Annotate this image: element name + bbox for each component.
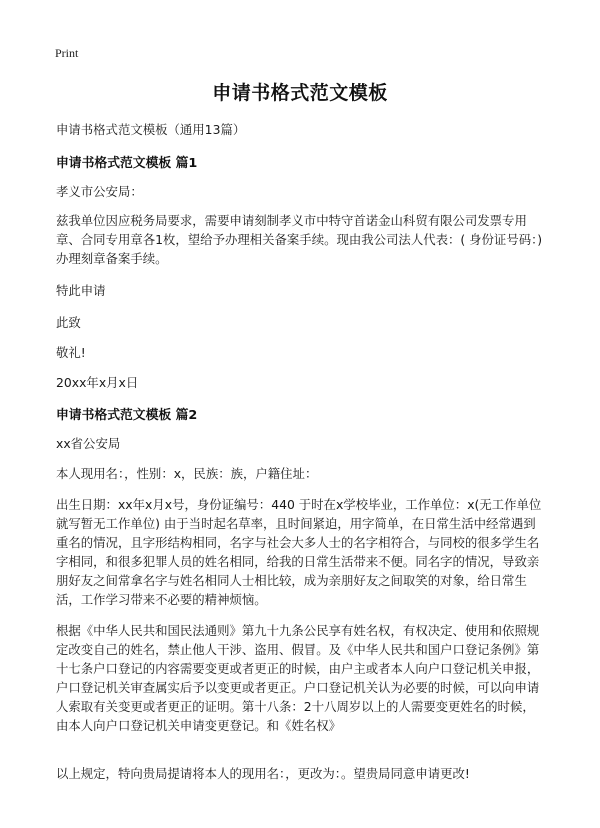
section-heading-2: 申请书格式范文模板 篇2 — [56, 408, 198, 423]
section-heading-1: 申请书格式范文模板 篇1 — [56, 156, 198, 171]
closing-request: 特此申请 — [56, 283, 106, 298]
body-paragraph-2: 出生日期：xx年x月x号，身份证编号：440 于时在x学校毕业，工作单位：x(无工作单位就写暂无工作单位) 由于当时起名草率，且时间紧迫，用字简单，在日常生活中经常遇到重名的情况，且字形结构相同，名字与社会大多人士的名字相符合，与同校的很多学生名字相同，和很多犯罪人员的姓名相同，给我的日常生活带来不便。同名字的情况，导致亲朋好友之间常拿名字与姓名相同人士相比较，成为亲朋好友之间取笑的对象，给日常生活，工作学习带来不必要的精神烦恼。 — [56, 497, 542, 607]
recipient-1: 孝义市公安局： — [56, 184, 143, 199]
closing-salute: 敬礼! — [56, 345, 86, 360]
closing-respect: 此致 — [56, 315, 81, 330]
document-subtitle: 申请书格式范文模板（通用13篇） — [56, 122, 246, 137]
body-paragraph-4: 以上规定，特向贵局提请将本人的现用名：，更改为：。望贵局同意申请更改! — [56, 766, 470, 781]
document-title: 申请书格式范文模板 — [212, 82, 388, 104]
applicant-info-line: 本人现用名：，性别：x，民族：族，户籍住址： — [56, 466, 318, 481]
body-paragraph-1: 兹我单位因应税务局要求，需要申请刻制孝义市中特守首诺金山科贸有限公司发票专用章、合同专用章各1枚，望给予办理相关备案手续。现由我公司法人代表：( 身份证号码：)办理刻章备案手续。 — [56, 213, 543, 266]
print-label: Print — [55, 46, 79, 60]
body-paragraph-3: 根据《中华人民共和国民法通则》第九十九条公民享有姓名权，有权决定、使用和依照规定改变自己的姓名，禁止他人干涉、盗用、假冒。及《中华人民共和国户口登记条例》第十七条户口登记的内容需要变更或者更正的时候，由户主或者本人向户口登记机关申报，户口登记机关审查属实后予以变更或者更正。户口登记机关认为必要的时候，可以向申请人索取有关变更或者更正的证明。第十八条：2十八周岁以上的人需要变更姓名的时候，由本人向户口登记机关申请变更登记。和《姓名权》 — [56, 623, 540, 733]
recipient-2: xx省公安局 — [56, 436, 121, 451]
document-date: 20xx年x月x日 — [56, 375, 139, 390]
